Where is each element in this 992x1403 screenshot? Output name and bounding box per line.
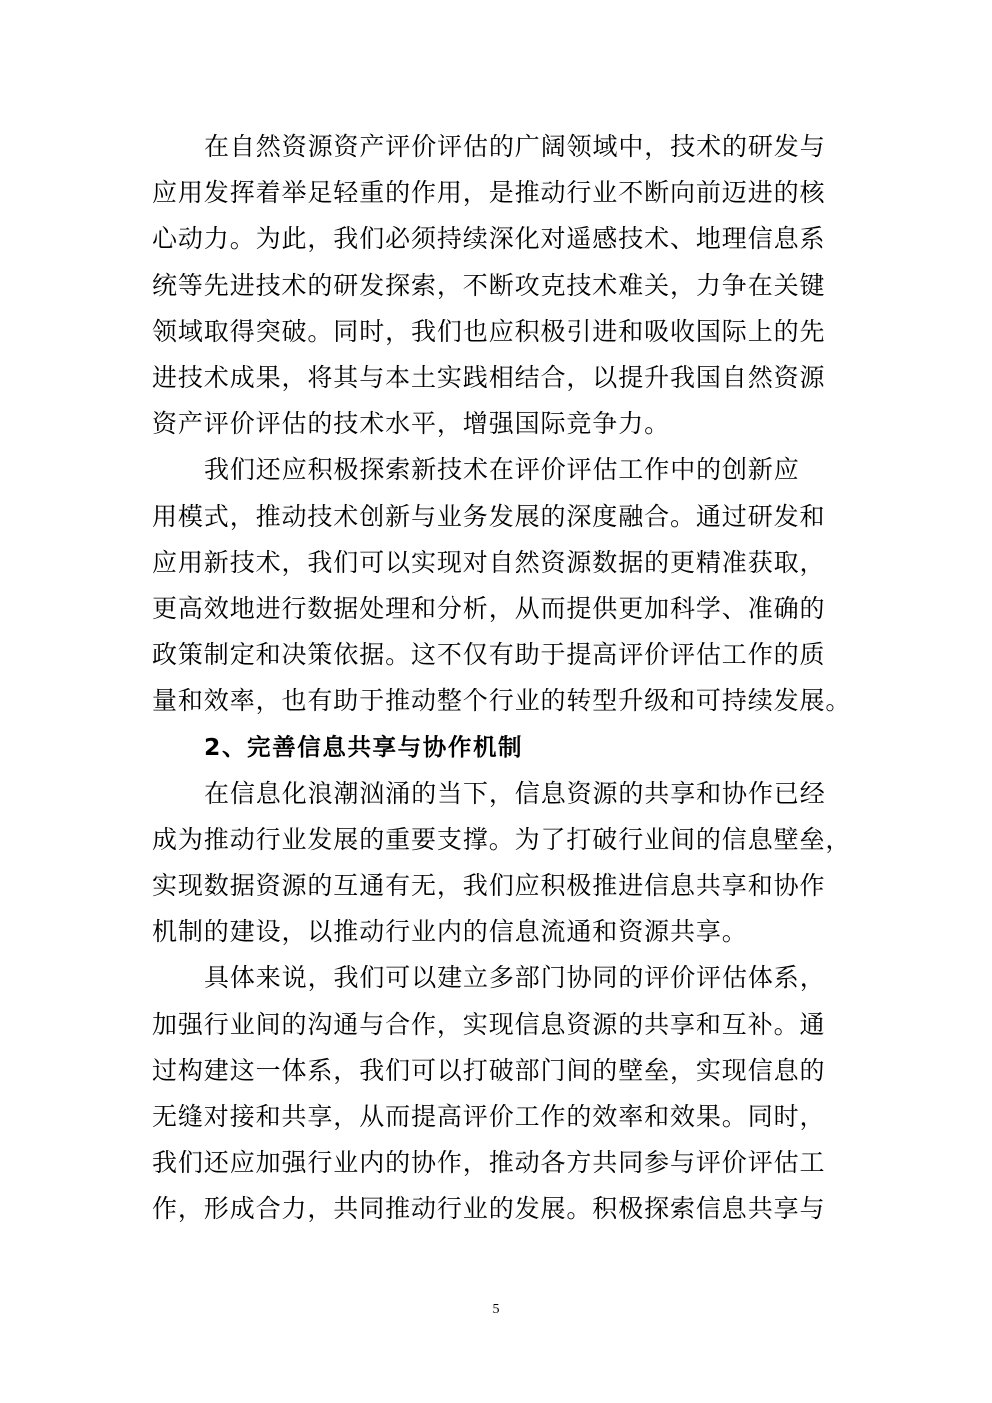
paragraph-line: 心动力。为此，我们必须持续深化对遥感技术、地理信息系 [152,224,826,254]
paragraph-line: 具体来说，我们可以建立多部门协同的评价评估体系， [204,963,826,993]
paragraph-line: 无缝对接和共享，从而提高评价工作的效率和效果。同时， [152,1101,826,1131]
paragraph-line: 政策制定和决策依据。这不仅有助于提高评价评估工作的质 [152,640,826,670]
paragraph-line: 领域取得突破。同时，我们也应积极引进和吸收国际上的先 [152,316,826,346]
paragraph-line: 统等先进技术的研发探索，不断攻克技术难关，力争在关键 [152,270,826,300]
paragraph-information-sharing [152,771,852,956]
paragraph-line: 我们还应加强行业内的协作，推动各方共同参与评价评估工 [152,1148,826,1178]
paragraph-collaboration-system [152,955,844,1232]
body-text [152,124,852,1233]
paragraph-line: 量和效率，也有助于推动整个行业的转型升级和可持续发展。 [152,686,852,716]
paragraph-line: 在信息化浪潮汹涌的当下，信息资源的共享和协作已经 [204,778,826,808]
paragraph-line: 进技术成果，将其与本土实践相结合，以提升我国自然资源 [152,362,826,392]
paragraph-line: 用模式，推动技术创新与业务发展的深度融合。通过研发和 [152,501,826,531]
paragraph-line: 在自然资源资产评价评估的广阔领域中，技术的研发与 [204,132,826,161]
section-heading: 2、完善信息共享与协作机制 [204,733,524,762]
paragraph-line: 成为推动行业发展的重要支撑。为了打破行业间的信息壁垒， [152,824,852,854]
paragraph-line: 加强行业间的沟通与合作，实现信息资源的共享和互补。通 [152,1009,826,1039]
paragraph-line: 实现数据资源的互通有无，我们应积极推进信息共享和协作 [152,871,826,900]
paragraph-line: 作，形成合力，共同推动行业的发展。积极探索信息共享与 [152,1194,826,1224]
paragraph-line: 我们还应积极探索新技术在评价评估工作中的创新应 [204,455,800,485]
paragraph-line: 资产评价评估的技术水平，增强国际竞争力。 [152,409,671,439]
paragraph-line: 过构建这一体系，我们可以打破部门间的壁垒，实现信息的 [152,1055,826,1085]
paragraph-line: 机制的建设，以推动行业内的信息流通和资源共享。 [152,917,748,947]
paragraph-tech-development [152,124,844,447]
paragraph-line: 应用发挥着举足轻重的作用，是推动行业不断向前迈进的核 [152,178,826,208]
paragraph-line: 更高效地进行数据处理和分析，从而提供更加科学、准确的 [152,593,826,623]
paragraph-line: 应用新技术，我们可以实现对自然资源数据的更精准获取， [152,547,826,577]
page-number: 5 [492,1302,500,1317]
paragraph-innovation-application [152,447,852,724]
